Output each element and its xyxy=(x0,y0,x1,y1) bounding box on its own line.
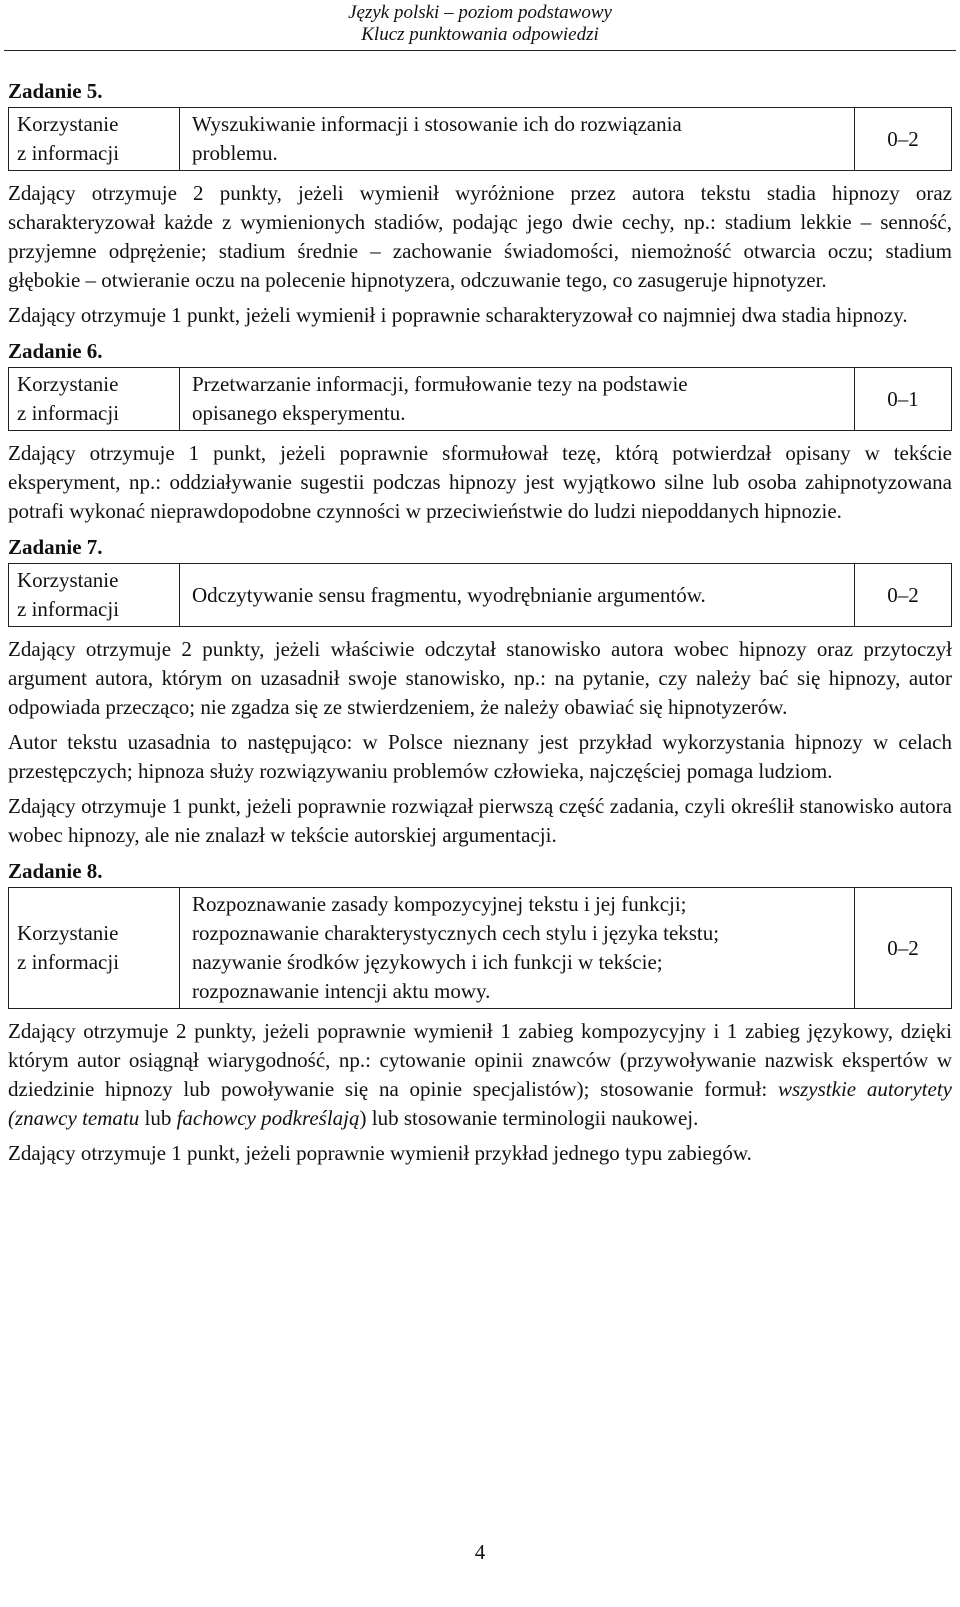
task-criteria-table xyxy=(8,367,952,431)
description-cell: Wyszukiwanie informacji i stosowanie ich do rozwiązania problemu. xyxy=(180,108,855,170)
criterion-paragraph: Zdający otrzymuje 2 punkty, jeżeli poprawnie wymienił 1 zabieg kompozycyjny i 1 zabieg językowy, dzięki którym autor osiągnął wiarygodność, np.: cytowanie opinii znawców (przywoływanie nazwisk ekspertów w dziedzinie hipnozy lub powoływanie się na opinie specjalistów); stosowanie formuł: wszystkie autorytety (znawcy tematu lub fachowcy podkreślają) lub stosowanie terminologii naukowej. xyxy=(8,1019,952,1130)
header-rule xyxy=(4,50,956,51)
criterion-paragraph: Zdający otrzymuje 1 punkt, jeżeli poprawnie wymienił przykład jednego typu zabiegów. xyxy=(8,1141,752,1165)
criterion-paragraph: Zdający otrzymuje 1 punkt, jeżeli poprawnie rozwiązał pierwszą część zadania, czyli określił stanowisko autora wobec hipnozy, ale nie znalazł w tekście autorskiej argumentacji. xyxy=(8,794,952,847)
description-cell: Przetwarzanie informacji, formułowanie tezy na podstawie opisanego eksperymentu. xyxy=(180,368,855,430)
task-title: Zadanie 6. xyxy=(8,339,103,363)
task-criteria-table xyxy=(8,107,952,171)
category-cell: Korzystanie z informacji xyxy=(9,564,180,626)
points-cell: 0–2 xyxy=(887,935,919,960)
document-body xyxy=(8,76,952,1174)
points-cell: 0–1 xyxy=(887,386,919,411)
criterion-paragraph: Zdający otrzymuje 2 punkty, jeżeli wymienił wyróżnione przez autora tekstu stadia hipnozy oraz scharakteryzował każde z wymienionych stadiów, podając jego dwie cechy, np.: stadium lekkie – senność, przyjemne odprężenie; stadium średnie – zachowanie świadomości, niemożność otwarcia oczu; stadium głębokie – otwieranie oczu na polecenie hipnotyzera, odczuwanie tego, co zasugeruje hipnotyzer. xyxy=(8,181,952,292)
task-title: Zadanie 5. xyxy=(8,79,103,103)
criterion-paragraph: Zdający otrzymuje 1 punkt, jeżeli poprawnie sformułował tezę, którą potwierdzał opisany w tekście eksperyment, np.: oddziaływanie sugestii podczas hipnozy jest wyjątkowo silne lub osoba zahipnotyzowana potrafi wykonać nieprawdopodobne czynności w przeciwieństwie do ludzi niepoddanych hipnozie. xyxy=(8,441,952,523)
task-criteria-table xyxy=(8,563,952,627)
category-cell: Korzystanie z informacji xyxy=(9,108,180,170)
category-cell: Korzystanie z informacji xyxy=(9,368,180,430)
task-5 xyxy=(8,76,952,330)
task-title: Zadanie 8. xyxy=(8,859,103,883)
task-7 xyxy=(8,532,952,850)
category-cell: Korzystanie z informacji xyxy=(9,888,180,1008)
task-8 xyxy=(8,856,952,1168)
description-cell: Rozpoznawanie zasady kompozycyjnej tekstu i jej funkcji; rozpoznawanie charakterystycznych cech stylu i języka tekstu; nazywanie środków językowych i ich funkcji w tekście; rozpoznawanie intencji aktu mowy. xyxy=(180,888,855,1008)
task-criteria-table xyxy=(8,887,952,1009)
page-number: 4 xyxy=(474,1540,486,1564)
criterion-paragraph: Zdający otrzymuje 1 punkt, jeżeli wymienił i poprawnie scharakteryzował co najmniej dwa stadia hipnozy. xyxy=(8,303,908,327)
points-cell: 0–2 xyxy=(887,126,919,151)
header-title: Język polski – poziom podstawowy xyxy=(348,2,612,23)
task-6 xyxy=(8,336,952,526)
header-subtitle: Klucz punktowania odpowiedzi xyxy=(361,24,599,45)
criterion-paragraph: Zdający otrzymuje 2 punkty, jeżeli właściwie odczytał stanowisko autora wobec hipnozy oraz przytoczył argument autora, którym on uzasadnił swoje stanowisko, np.: na pytanie, czy należy bać się hipnozy, autor odpowiada przecząco; nie zgadza się ze stwierdzeniem, że należy obawiać się hipnotyzerów. xyxy=(8,637,952,719)
description-cell: Odczytywanie sensu fragmentu, wyodrębnianie argumentów. xyxy=(180,564,855,626)
criterion-paragraph: Autor tekstu uzasadnia to następująco: w Polsce nieznany jest przykład wykorzystania hipnozy w celach przestępczych; hipnoza służy rozwiązywaniu problemów człowieka, najczęściej pomaga ludziom. xyxy=(8,730,952,783)
task-title: Zadanie 7. xyxy=(8,535,103,559)
points-cell: 0–2 xyxy=(887,582,919,607)
